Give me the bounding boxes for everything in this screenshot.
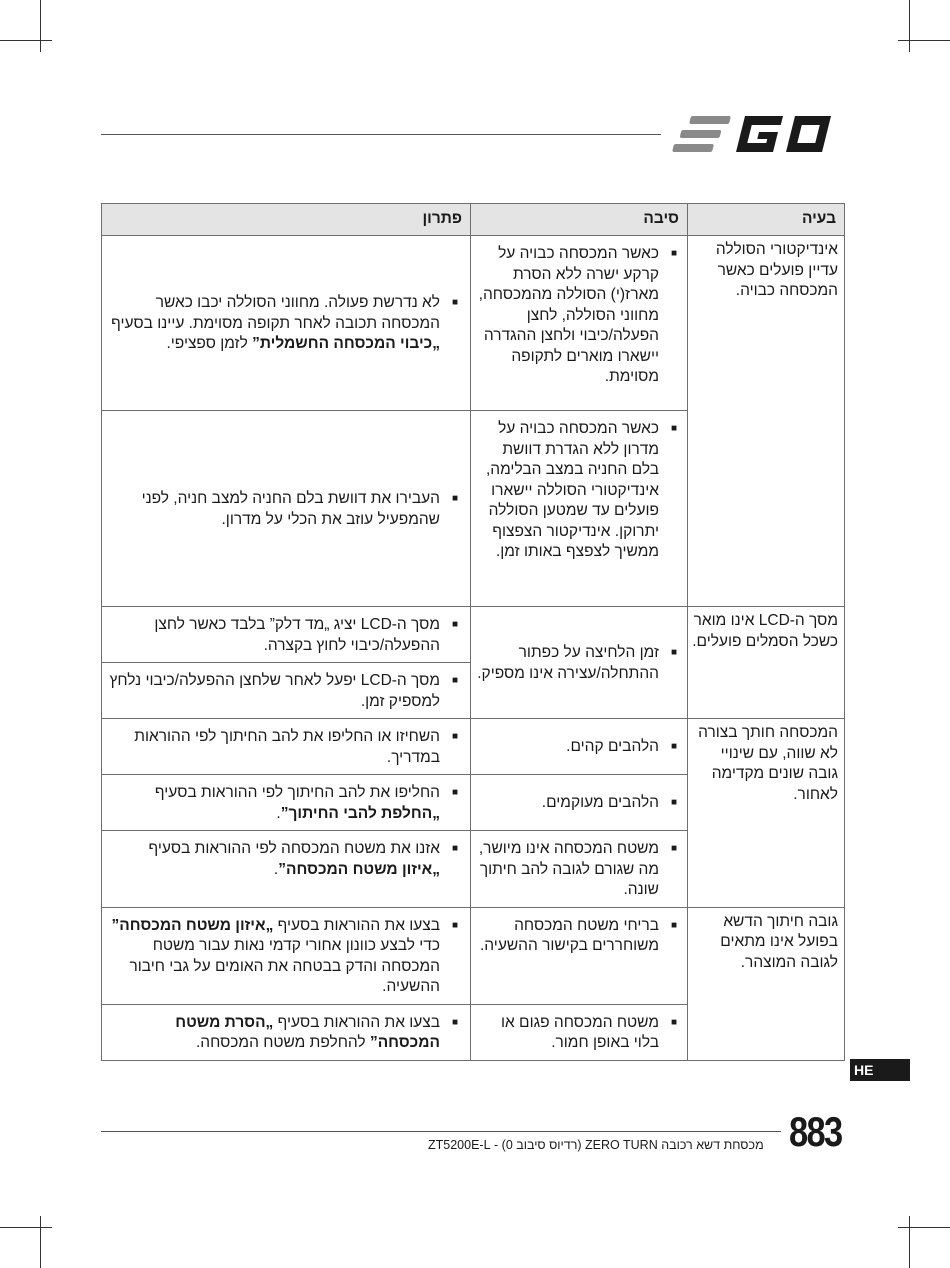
crop-mark	[40, 0, 41, 52]
cause-text: כאשר המכסחה כבויה על קרקע ישרה ללא הסרת מארז(י) הסוללה מהמכסחה, מחווני הסוללה, לחצן הפעלה/כיבוי ולחצן ההגדרה יישארו מוארים לתקופה מסוימת.	[478, 245, 659, 385]
cause-cell: ■ משטח המכסחה פגום או בלוי באופן חמור.	[471, 1004, 688, 1060]
section-reference: „איזון משטח המכסחה”	[278, 860, 440, 878]
solution-cell: ■ לא נדרשת פעולה. מחווני הסוללה יכבו כאשר המכסחה תכובה לאחר תקופה מסוימת. עיינו בסעיף „כיבוי המכסחה החשמלית” לזמן ספציפי.	[102, 236, 471, 411]
crop-mark	[909, 1216, 910, 1268]
solution-text: העבירו את דוושת בלם החניה למצב חניה, לפני שהמפעיל עוזב את הכלי על מדרון.	[141, 490, 440, 528]
cause-text: כאשר המכסחה כבויה על מדרון ללא הגדרת דוושת בלם החניה במצב הבלימה, אינדיקטורי הסוללה יישארו פועלים עד שמטען הסוללה יתרוקן. אינדיקטור הצפצוף ממשיך לצפצף באותו זמן.	[485, 420, 659, 560]
solution-text: בצעו את ההוראות בסעיף „איזון משטח המכסחה” כדי לבצע כוונון אחורי קדמי נאות עבור משטח המכסחה והדק בבטחה את האומים על גבי חיבור ההשעיה.	[111, 916, 440, 995]
crop-mark	[40, 1216, 41, 1268]
solution-text: לא נדרשת פעולה. מחווני הסוללה יכבו כאשר המכסחה תכובה לאחר תקופה מסוימת. עיינו בסעיף „כיבוי המכסחה החשמלית” לזמן ספציפי.	[111, 294, 440, 353]
solution-cell: ■ בצעו את ההוראות בסעיף „איזון משטח המכסחה” כדי לבצע כוונון אחורי קדמי נאות עבור משטח המכסחה והדק בבטחה את האומים על גבי חיבור ההשעיה.	[102, 907, 471, 1004]
header-rule	[101, 134, 661, 135]
solution-text: השחיזו או החליפו את להב החיתוך לפי ההוראות במדריך.	[134, 728, 440, 766]
solution-cell: ■ מסך ה-LCD יפעל לאחר שלחצן ההפעלה/כיבוי נלחץ למספיק זמן.	[102, 663, 471, 719]
table-row	[102, 719, 845, 775]
crop-mark	[0, 1227, 52, 1228]
solution-text: החליפו את להב החיתוך לפי ההוראות בסעיף „החלפת להבי החיתוך”.	[154, 784, 440, 822]
crop-mark	[898, 40, 950, 41]
language-tab: HE	[850, 1059, 910, 1081]
solution-text: בצעו את ההוראות בסעיף „הסרת משטח המכסחה” להחלפת משטח המכסחה.	[175, 1013, 440, 1051]
cause-text: הלהבים מעוקמים.	[541, 794, 659, 812]
troubleshooting-table	[101, 203, 845, 1061]
crop-mark	[898, 1227, 950, 1228]
header-cause: סיבה	[471, 204, 688, 236]
cause-cell: ■ בריחי משטח המכסחה משוחררים בקישור ההשעיה.	[471, 907, 688, 1004]
table-row	[102, 907, 845, 1004]
solution-text: אזנו את משטח המכסחה לפי ההוראות בסעיף „איזון משטח המכסחה”.	[148, 840, 440, 878]
ego-logo	[672, 112, 844, 156]
table-header-row	[102, 204, 845, 236]
cause-text: משטח המכסחה אינו מיושר, מה שגורם לגובה להב חיתוך שונה.	[478, 840, 659, 898]
solution-text: מסך ה-LCD יציג „מד דלק” בלבד כאשר לחצן ההפעלה/כיבוי לחוץ בקצרה.	[154, 616, 440, 654]
crop-mark	[0, 40, 52, 41]
issue-cell: המכסחה חותך בצורה לא שווה, עם שינויי גובה שונים מקדימה לאחור.	[688, 719, 845, 908]
section-reference: „החלפת להבי החיתוך”	[280, 804, 440, 822]
table-row	[102, 236, 845, 411]
cause-cell: ■ הלהבים מעוקמים.	[471, 775, 688, 831]
cause-text: בריחי משטח המכסחה משוחררים בקישור ההשעיה.	[479, 916, 659, 954]
issue-cell: מסך ה-LCD אינו מואר כשכל הסמלים פועלים.	[688, 607, 845, 719]
solution-cell: ■ העבירו את דוושת בלם החניה למצב חניה, לפני שהמפעיל עוזב את הכלי על מדרון.	[102, 411, 471, 607]
cause-text: הלהבים קהים.	[566, 738, 659, 756]
cause-cell: ■ כאשר המכסחה כבויה על קרקע ישרה ללא הסרת מארז(י) הסוללה מהמכסחה, מחווני הסוללה, לחצן הפעלה/כיבוי ולחצן ההגדרה יישארו מוארים לתקופה מסוימת.	[471, 236, 688, 411]
section-reference: „איזון משטח המכסחה”	[111, 916, 274, 934]
footer-rule	[101, 1131, 781, 1132]
cause-cell: ■ זמן הלחיצה על כפתור ההתחלה/עצירה אינו מספיק.	[471, 607, 688, 719]
solution-cell: ■ השחיזו או החליפו את להב החיתוך לפי ההוראות במדריך.	[102, 719, 471, 775]
cause-cell: ■ הלהבים קהים.	[471, 719, 688, 775]
solution-cell: ■ בצעו את ההוראות בסעיף „הסרת משטח המכסחה” להחלפת משטח המכסחה.	[102, 1004, 471, 1060]
cause-cell: ■ משטח המכסחה אינו מיושר, מה שגורם לגובה להב חיתוך שונה.	[471, 831, 688, 908]
section-reference: „הסרת משטח המכסחה”	[175, 1013, 440, 1051]
cause-text: זמן הלחיצה על כפתור ההתחלה/עצירה אינו מספיק.	[477, 644, 659, 682]
solution-text: מסך ה-LCD יפעל לאחר שלחצן ההפעלה/כיבוי נלחץ למספיק זמן.	[109, 672, 440, 710]
page-number: 883	[789, 1108, 842, 1155]
issue-cell: אינדיקטורי הסוללה עדיין פועלים כאשר המכסחה כבויה.	[688, 236, 845, 607]
solution-cell: ■ אזנו את משטח המכסחה לפי ההוראות בסעיף „איזון משטח המכסחה”.	[102, 831, 471, 908]
table-row	[102, 607, 845, 663]
section-reference: „כיבוי המכסחה החשמלית”	[252, 335, 440, 353]
crop-mark	[909, 0, 910, 52]
cause-text: משטח המכסחה פגום או בלוי באופן חמור.	[500, 1013, 659, 1051]
issue-cell: גובה חיתוך הדשא בפועל אינו מתאים לגובה המוצהר.	[688, 907, 845, 1060]
header-solution: פתרון	[102, 204, 471, 236]
solution-cell: ■ מסך ה-LCD יציג „מד דלק” בלבד כאשר לחצן ההפעלה/כיבוי לחוץ בקצרה.	[102, 607, 471, 663]
header-issue: בעיה	[688, 204, 845, 236]
doc-title: מכסחת דשא רכובה ZERO TURN (רדיוס סיבוב 0) - ZT5200E-L	[428, 1138, 764, 1152]
solution-cell: ■ החליפו את להב החיתוך לפי ההוראות בסעיף „החלפת להבי החיתוך”.	[102, 775, 471, 831]
cause-cell: ■ כאשר המכסחה כבויה על מדרון ללא הגדרת דוושת בלם החניה במצב הבלימה, אינדיקטורי הסוללה יישארו פועלים עד שמטען הסוללה יתרוקן. אינדיקטור הצפצוף ממשיך לצפצף באותו זמן.	[471, 411, 688, 607]
